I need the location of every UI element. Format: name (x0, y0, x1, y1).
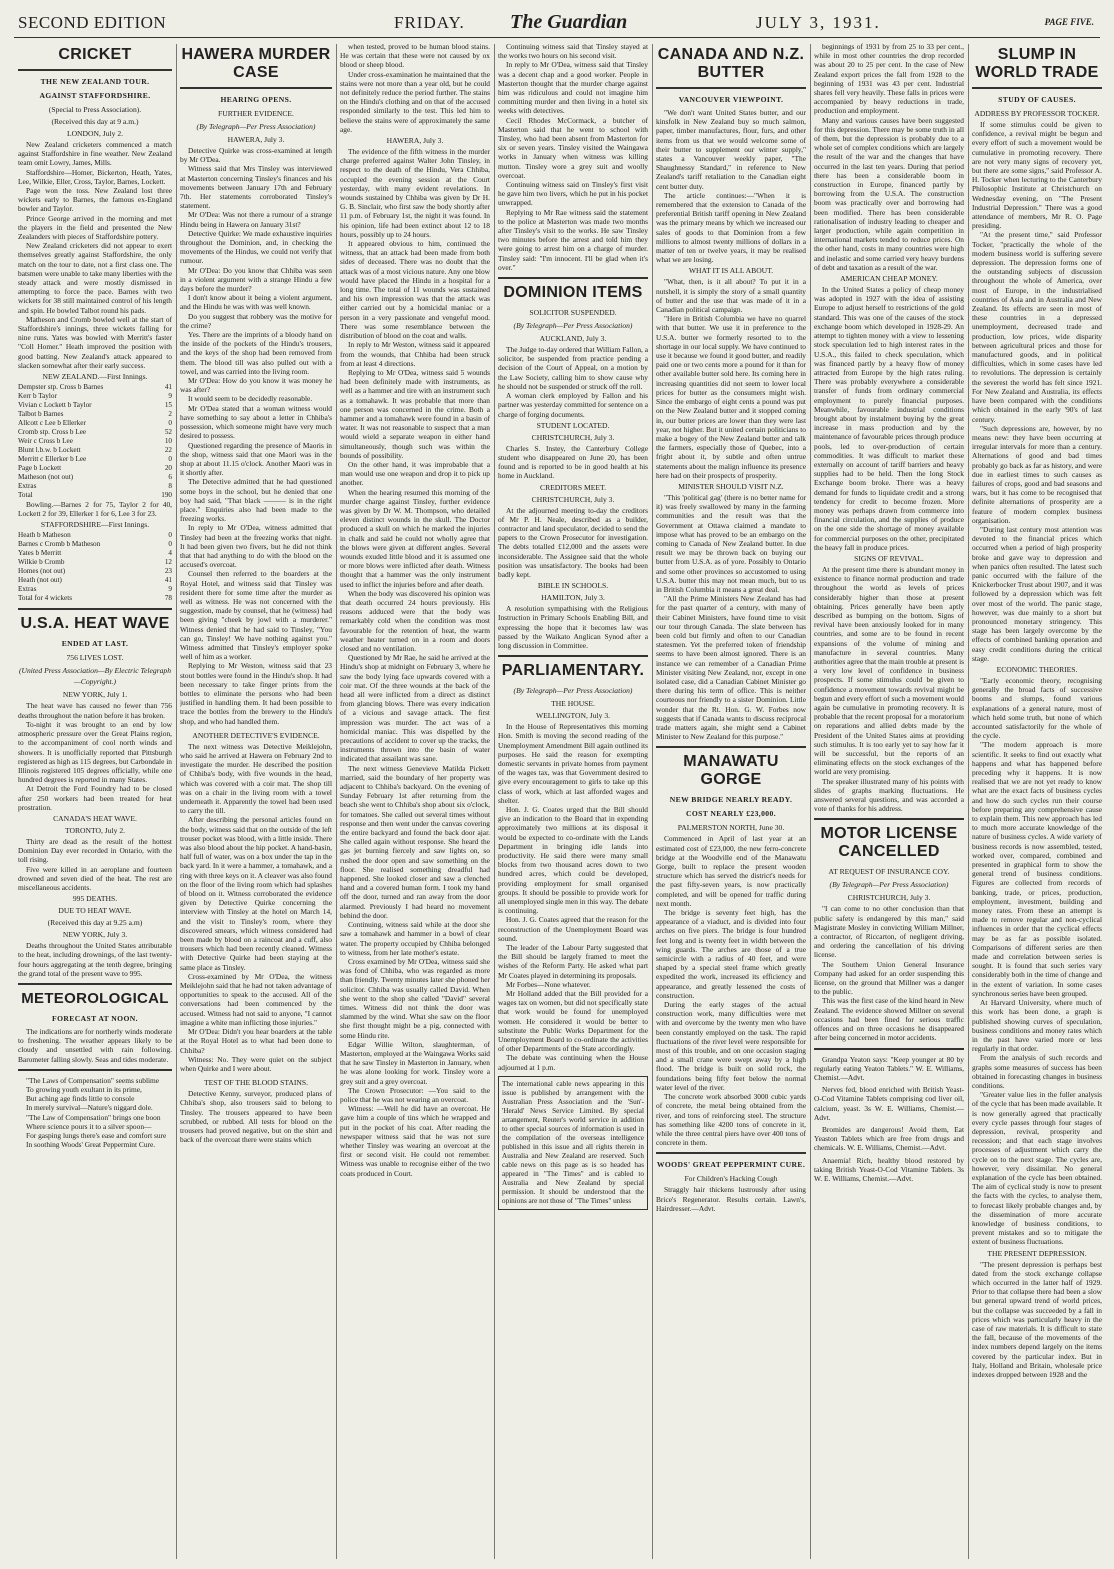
paragraph: "All the Prime Ministers New Zealand has had for the past quarter of a century, with many of their Cabinet Ministers, have found time to visit our tour through Canada. The slate between has been cold but firmly and often to our Canadian statesmen. Yet the preferred token of friendship seems to have been almost ignored. There is an instance we can remember of a Canadian Prime Minister visiting New Zealand, nor, except in one isolated case, did a Canadian Cabinet Minister go there during his term of office. This is neither courteous nor friendly to a sister Dominion. Little wonder that the Rt. Hon. G. W. Forbes now suggests that if Canada wants to discuss reciprocal trade matters again, she might send a Cabinet Minister to New Zealand for this purpose." (656, 594, 806, 742)
paragraph: I don't know about it being a violent argument, and the Hindu he was with was well known. (180, 293, 332, 312)
subhead: THE NEW ZEALAND TOUR. (40, 77, 150, 86)
received-line: (Received this day at 9 a.m.) (51, 117, 139, 126)
paragraph: At the adjourned meeting to-day the creditors of Mr P. H. Neale, described as a builder, contractor and land speculator, decided to send the papers to the Crown Prosecutor for investigation. The debts totalled £12,000 and the assets were inconsiderable. The Assignee said that the whole position was unsatisfactory. The books had been badly kept. (498, 505, 648, 579)
column-1 (18, 42, 172, 1562)
headline-dominion-items: DOMINION ITEMS (503, 284, 643, 302)
column-2 (180, 42, 332, 1562)
paragraph: Detective Quirke was cross-examined at length by Mr O'Dea. (180, 146, 332, 165)
paragraph: beginnings of 1931 by from 25 to 33 per cent., while in most other countries the drop recorded was about 20 to 25 per cent. In the case of New Zealand export prices the fall from 1928 to the beginning of 1931 was 43 per cent. Industrial shares fell very heavily. These falls in prices were accompanied by heavy reductions in trade, production and employment. (814, 42, 964, 116)
column-rule (494, 44, 495, 1559)
paragraph: "Early economic theory, recognising generally the broad facts of successive booms and slumps, found various explanations of a general nature, most of which held some truth, but none of which accounted satisfactorily for the whole of the cycle. (972, 675, 1102, 741)
paragraph: In reply to Mr O'Dea, witness admitted that Tinsley had been at the freezing works that night. It had been given two fivers, but he did not think that that had anything to do with the blood on the accused's overcoat. (180, 523, 332, 570)
dateline: CHRISTCHURCH, July 3. (847, 893, 931, 903)
paragraph: "During last century most attention was devoted to the financial prices which occurred when a period of high prosperity broke and gave way to depression and when panics often resulted. The latest such panic occurred with the failure of the Knickerbocker Trust about 1907, and it was followed by a depression which was felt over most of the world. The panic stage, however, was due mainly to a short but pronounced monetary stringency. This stage has been largely overcome by the effects of combined banking operation and easy credit conditions during the critical stage. (972, 524, 1102, 663)
paragraph: The speaker illustrated many of his points with slides of graphs marking fluctuations. He answered several questions, and was accorded a vote of thanks for his address. (814, 776, 964, 814)
subhead: ADDRESS BY PROFESSOR TOCKER. (974, 109, 1100, 118)
subhead: CREDITORS MEET. (540, 482, 606, 492)
divider (814, 818, 964, 820)
subhead: HEARING OPENS. (220, 95, 292, 104)
dateline: HAWERA, July 3. (386, 136, 444, 146)
paragraph: New Zealand cricketers did not appear to exert themselves greatly against Staffordshire, the only match on the tour to date, not a first class one. The batsmen were unable to take many liberties with the steady attack and were mostly dismissed in attempting to force the pace. Barnes with two wickets for 38 still maintained control of his length and spin. He bowled Talbot round his pads. (18, 241, 172, 315)
subhead: FORECAST AT NOON. (52, 1013, 138, 1023)
headline-canada-butter: CANADA AND N.Z. BUTTER (657, 46, 805, 81)
paragraph: Replying to Mr Weston, witness said that 23 stout bottles were found in the Hindu's shop. It had been necessary to take finger prints from the bottles to eliminate the persons who had been justified in handling them. It had been possible to trace the bottles from the brewery to the Hindu's shop, and who had handled them. (180, 661, 332, 726)
paragraph: The Crown Prosecutor: —You said to the police that he was not wearing an overcoat. (340, 1085, 490, 1104)
edition-label: SECOND EDITION (18, 13, 167, 32)
score-row: Merritt c Ellerker b Lee 0 (18, 455, 172, 464)
subhead: STUDY OF CAUSES. (998, 95, 1076, 104)
paragraph: At the present time there is abundant money in existence to finance normal production and trade throughout the world as levels of prices considerably higher than those at present obtaining. Prices generally have been aptly described as bumping on the bottom. Signs of revival have been anxiously looked for in many countries, and some are to be found in recent expansions of the volume of mining and manufacture in several countries. Many authorities agree that the main trouble at present is a very low level of confidence in business prospects. If some stimulus could be given to confidence a movement towards revival might be begun and every effort of such a movement would again be cumulative in promoting recovery. It is probable that the recent proposal for a moratorium on reparations and allied debts made by the President of the United States aims at providing such stimulus. It is too early yet to say how far it will be successful, but the reports of an eliminating effects on the stock exchanges of the world are very promising. (814, 564, 964, 777)
subhead: TEST OF THE BLOOD STAINS. (204, 1078, 308, 1088)
paragraph: when tested, proved to be human blood stains. He was certain that these were not caused by ox blood or sheep blood. (340, 42, 490, 70)
credit-line: (Special to Press Association). (48, 105, 142, 114)
paragraph: Thirty are dead as the result of the hottest Dominion Day ever recorded in Ontario, with the toll rising. (18, 836, 172, 865)
paragraph: After describing the personal articles found on the body, witness said that on the outside of the left trouser pocket was blood, with a little inside. There was also blood about the hip pocket. A hand-basin, half full of water, was on a box under the tap in the back yard. In it were a hammer, a tomahawk, and a ring with three keys on it. A cleaver was also found on the floor of the living room which had splashes of blood on it. Witness corroborated the evidence given by Detective Quirke concerning the interview with Tinsley at the hotel on March 14, and the visit to Tinsley's room, where they discovered smears, which witness considered had been made by blood on a raincoat and a cuff, also trousers which had been recently cleaned. Witness with Detective Quirke had been staying at the same place as Tinsley. (180, 815, 332, 972)
paragraph: Witness said that Mrs Tinsley was interviewed at Masterton concerning Tinsley's finances and his movements between January 17th and February 7th. Her statements corroborated Tinsley's statement. (180, 164, 332, 211)
divider (18, 983, 172, 985)
paragraph: Replying to Mr Rae witness said the statement to the police at Masterton was made two months after Tinsley's visit to the works. He saw Tinsley two minutes before the arrest and told him they were going to arrest him on a charge of murder. Tinsley said: "I'm innocent. I'll be glad when it's over." (498, 207, 648, 272)
paragraph: "Such depressions are, however, by no means new: they have been occurring at irregular intervals for more than a century. Alternations of good and bad times probably go back as far as history, and were due in earliest times to such causes as failures of crops, good and bad seasons and wars, but it has come to be recognised that definite alternations of prosperity are a feature of modern complex business organisation. (972, 423, 1102, 525)
score-row: Dempster stp. Cross b Barnes 41 (18, 383, 172, 392)
paragraph: Continuing witness said that Tinsley stayed at the works two hours on his second visit. (498, 42, 648, 61)
advert-text: Straggly hair thickens lustrously after using Brice's Regenerator. Results certain. Lawn's, Hairdresser.—Advt. (656, 1185, 806, 1213)
paragraph: "The present depression is perhaps best dated from the stock exchange collapse which occurred in the latter half of 1929. Prior to that collapse there had been a slow but general upward trend of world prices, but the collapse was succeeded by a fall in prices which was particularly heavy in the case of raw materials. It is difficult to state the fall, because of the movements of the index numbers depend largely on the items covered by the particular index. But in Italy, Holland and Britain, wholesale price indexes dropped between 1928 and the (972, 1259, 1102, 1380)
score-row: Vivian c Lockett b Taylor 15 (18, 401, 172, 410)
dateline: CHRISTCHURCH, July 3. (531, 432, 615, 442)
paragraph: In the United States a policy of cheap money was adopted in 1927 with the idea of assisting Europe to adjust herself to restrictions of the gold standard. This was one of the causes of the stock exchange boom which developed in 1928-29. An attempt to tighten money with a view to lessening stock speculation led to high interest rates in the U.S.A., this failed to check speculation, which was financed partly by a heavy flow of money attracted from Europe by the high rates ruling. There was probably everywhere a considerable transfer of funds from ordinary commercial employment to purely financial purposes. Meanwhile, favourable industrial conditions brought about by instalment buying by the great increase in mass production and by the maintenance of favourable prices through produce pools, led to over-production of certain commodities. It was difficult to market these externally on account of tariff barriers and heavy supplies had to be held. Then the long Stock Exchange boom broke. There was a heavy demand for funds to liquidate credit and a strong tendency for credit to become frozen. More money was perhaps drawn from commerce into financial circulation, and the supplies of produce on the one side the shortage of money available for commercial purposes on the other, precipitated the heavy fall in produce prices. (814, 285, 964, 552)
divider (18, 608, 172, 610)
column-7 (972, 42, 1102, 1562)
paragraph: Witness: —Well he did have an overcoat. He gave him a couple of tins which he wrapped and put in the pocket of his coat. After reading the newspaper witness said that he was not sure whether Tinsley was wearing an overcoat at the first or second visit. He could not remember. Witness was unable to recognise either of the two coats produced in Court. (340, 1104, 490, 1178)
paper-name: The Guardian (510, 11, 628, 33)
paragraph: Mr O'Dea: How do you know it was money he was after? (180, 376, 332, 395)
paragraph: Detective Kenny, surveyor, produced plans of Chhiba's shop, also trousers said to belong to Tinsley. The trousers appeared to have been scrubbed, or rubbed. All tests for blood on the trousers had proved negative, but on the shirt and back of the overcoat there were stains which (180, 1089, 332, 1145)
subhead: ECONOMIC THEORIES. (996, 664, 1078, 674)
score-row: Heath b Matheson 0 (18, 531, 172, 540)
paragraph: The next witness was Detective Meiklejohn, who said he arrived at Hawera on February 2nd to investigate the murder. He described the position of Chhiba's body, with five wounds in the head, which was covered with a coir mat. The shop till was on a chair in the living room with a towel underneath it. Apparently the towel had been used to carry the till. (180, 741, 332, 816)
paragraph: Deaths throughout the United States attributable to the heat, including drownings, of the last twenty-four hours aggregating at the tenth degree, bringing the grand total of the present wave to 995. (18, 941, 172, 978)
credit-line: (By Telegraph—Per Press Association) (513, 321, 633, 331)
score-row: Talbot b Barnes 2 (18, 410, 172, 419)
paragraph: Counsel then referred to the boarders at the Royal Hotel, and witness said that Tinsley was resident there for some time after the murder as well as witness. He was not concerned with the suggestion, made by counsel, that he (witness) had been giving "cheek by jowl with a murderer." Witness denied that he had said to Tinsley, "You can go, Tinsley! We have nothing against you." Witness admitted that Tinsley's employer spoke well of him as a worker. (180, 569, 332, 662)
advert-subheading: For Children's Hacking Cough (684, 1174, 778, 1184)
score-row: Homes (not out) 23 (18, 567, 172, 576)
paragraph: From the analysis of such records and graphs some measures of success has been obtained in forecasting changes in business conditions. (972, 1053, 1102, 1090)
scorecard-heading: NEW ZEALAND.—First Innings. (42, 372, 148, 382)
paragraph: It would seem to be decidedly reasonable. (188, 394, 313, 404)
score-total: Total for 4 wickets 78 (18, 594, 172, 603)
column-5 (656, 42, 806, 1562)
paragraph: Questioned regarding the presence of Maoris in the shop, witness said that one Maori was in the shop at about 11.15 o'clock. Another Maori was in it shortly after. (180, 440, 332, 478)
column-4 (498, 42, 648, 1562)
subhead: COST NEARLY £23,000. (685, 809, 776, 819)
paragraph: Under cross-examination he maintained that the stains were not more than a year old, but he could not definitely reduce the period further. The stains on the Hindu's clothing and on that of the accused responded similarly to the test. This led him to believe the stains were of approximately the same age. (340, 69, 490, 134)
column-rule (968, 44, 969, 1559)
dateline: NEW YORK, July 1. (62, 690, 128, 700)
poem-line: In soothing Woods' Great Peppermint Cure. (26, 1140, 156, 1150)
paragraph: Staffordshire—Homer, Bickerton, Heath, Yates, Lee, Wilkie, Eller, Cross, Taylor, Barnes, Lockett. (18, 167, 172, 186)
credit-line: (By Telegraph—Per Press Association) (513, 686, 633, 696)
divider (656, 87, 806, 89)
paragraph: The bridge is seventy feet high, has the appearance of a viaduct, and is divided into four arches on five piers. The bridge is four hundred feet long and is twenty feet in width between the wing guards. The arches are those of a true semicircle with a radius of 40 feet, and were shaped by a special steel frame which greatly expedited the work, increased its efficiency and appearance, and greatly lessened the costs of construction. (656, 908, 806, 1000)
paragraph: Cross examined by Mr O'Dea, witness said she was fond of Chhiba, who was regarded as more than friendly. Twenty minutes later she phoned her solicitor. Chhiba was usually called David. When she went to the shop she called "David" several times. Witness did not think the door was slammed by the wind. What she saw on the floor she first thought might be a pig, connected with some Hindu rite. (340, 956, 490, 1040)
paragraph: Continuing, witness said while at the door she saw a tomahawk and hammer in a bowl of clear water. The property occupied by Chhiba belonged to witness, from her late mother's estate. (340, 920, 490, 957)
paragraph: In reply to Mr O'Dea, witness said that Tinsley was a decent chap and a good worker. People in Masterton thought that the murder charge against him was ridiculous and could not imagine him committing murder and then living in a hotel six weeks with detectives. (498, 60, 648, 116)
headline-meteorological: METEOROLOGICAL (21, 989, 169, 1007)
score-row: Blunt l.b.w. b Lockett 22 (18, 446, 172, 455)
paragraph: The Judge to-day ordered that William Fallon, a solicitor, be suspended from practice pending a decision of the Court of Appeal, on a motion by the Law Society, calling him to show cause why he should not be suspended or struck off the roll. (498, 345, 648, 391)
paragraph: "I can come to no other conclusion than that public safety is endangered by this man," said Magistrate Mosley in convicting William Millner, a contractor, of Riccarton, of negligent driving, and ordering the cancellation of his driving license. (814, 904, 964, 960)
paragraph: Mr O'Dea stated that a woman witness would have something to say about a letter in Chhiba's possession, which someone might have very much desired to possess. (180, 403, 332, 441)
day-label: FRIDAY. (394, 13, 465, 32)
score-row: Heath (not out) 41 (18, 576, 172, 585)
dateline: LONDON, July 2. (66, 129, 124, 138)
subhead: AT REQUEST OF INSURANCE COY. (828, 867, 950, 877)
paragraph: Mr O'Dea: Was not there a rumour of a strange Hindu being in Hawera on January 31st? (180, 210, 332, 229)
paragraph: At Harvard University, where much of this work has been done, a graph is published showing curves of speculation, business conditions and money rates which in the past have varied more or less regularly in that order. (972, 998, 1102, 1054)
headline-motor-license: MOTOR LICENSE CANCELLED (820, 825, 958, 861)
cable-notice: The international cable news appearing in this issue is published by arrangement with the Australian Press Association and the 'Sun'-'Herald' News Service Limited. By special arrangement, Reuter's world service in addition to other special sources of information is used in the compilation of the overseas intelligence published in this issue and all rights therein in Australia and New Zealand are reserved. Such cable news on this page as is so headed has appeared in "The Times" and is cabled to Australia and New Zealand by special permission. It should be understood that the opinions are not those of "The Times" unless (498, 1076, 648, 1210)
credit-line: (By Telegraph—Per Press Association) (196, 122, 316, 131)
score-row: Extras 8 (18, 482, 172, 491)
subhead: SIGNS OF REVIVAL. (854, 553, 924, 563)
scorecard-heading: STAFFORDSHIRE—First Innings. (40, 520, 150, 530)
score-row: Page b Lockett 20 (18, 464, 172, 473)
paragraph: At Detroit the Ford Foundry had to be closed after 250 workers had been treated for heat prostration. (18, 784, 172, 812)
paragraph: When the body was discovered his opinion was that death occurred 24 hours previously. His reasons adduced were that the body was remarkably cold when the condition was most favourable for the retention of heat, the warm weather heater turned on in a room and doors closed and no ventilation. (340, 588, 490, 653)
dateline: HAWERA, July 3. (227, 135, 285, 144)
score-row: Kerr b Taylor 9 (18, 392, 172, 401)
poem-line: Where science pours it to a silver spoon— (26, 1121, 152, 1131)
subhead: THE HOUSE. (551, 699, 595, 709)
subhead: BIBLE IN SCHOOLS. (537, 581, 609, 591)
paragraph: The Detective admitted that he had questioned some boys in the school, but he denied that one boy had said, "That black ——— is in the right place." Enquiries also had been made to the freezing works. (180, 477, 332, 524)
subhead: 995 DEATHS. (72, 894, 118, 904)
paragraph: It appeared obvious to him, continued the witness, that an attack had been made from both sides of deceased. There was no doubt that the attack was of a most vicious nature. Any one blow would have placed the Hindu in a hospital for a long time. The total of 11 wounds was sustained and his own impression was that the attack was either carried out by a homicidal maniac or a person in a very passionate and vengeful mood. There was some resemblance between the distribution of blood on the coat and walls. (340, 239, 490, 341)
dateline: AUCKLAND, July 3. (539, 334, 607, 344)
divider (180, 87, 332, 89)
scorecard-nz (18, 383, 172, 500)
subhead: CANADA'S HEAT WAVE. (53, 813, 137, 823)
paragraph: To-night it was brought to an end by low atmospheric pressure over the Great Plains region, to the accompaniment of cool north winds and showers. It is unofficially reported that Pittsburgh registered as high as 115 degrees, but Carbondale in Illinois registered 105 degrees officially, while one hundred degrees is reported in many States. (18, 719, 172, 785)
paragraph: Witness: No. They were quiet on the subject when Quirke and I were about. (180, 1054, 332, 1073)
poem-line: But aching age finds little to console (26, 1094, 135, 1104)
score-row: Matheson (not out) 6 (18, 473, 172, 482)
poem-line: "The Laws of Compensation" seems sublime (26, 1075, 160, 1085)
received-line: (Received this day at 9.25 a.m) (47, 918, 143, 928)
subhead: DUE TO HEAT WAVE. (58, 906, 132, 916)
dateline: NEW YORK, July 3. (62, 930, 128, 940)
poem-line: To growing youth exultant in its prime, (26, 1084, 142, 1094)
paragraph: The debate was continuing when the House adjourned at 1 p.m. (498, 1053, 648, 1072)
subhead: SOLICITOR SUSPENDED. (529, 308, 617, 318)
headline-cricket: CRICKET (58, 46, 132, 63)
paragraph: The heat wave has caused no fewer than 756 deaths throughout the nation before it has broken. (18, 701, 172, 720)
headline-manawatu-gorge: MANAWATU GORGE (683, 753, 779, 789)
advert-text: Grandpa Yeaton says: "Keep younger at 80 by regularly eating Yeaton Tablets." W. E. Williams, Chemist.—Advt. (814, 1054, 964, 1082)
dateline: TORONTO, July 2. (64, 825, 126, 835)
paragraph: If some stimulus could be given to confidence, a revival might be begun and every effort of such a movement would be cumulative in promoting recovery. There are not very many signs of recovery yet, but there are some signs," said Professor A. H. Tocker when lecturing to the Canterbury Philosophic Institute at Christchurch on Wednesday evening, on "The Present Industrial Depression." There was a good attendance of members, Mr R. O. Page presiding. (972, 120, 1102, 231)
divider (498, 655, 648, 657)
subhead: MINISTER SHOULD VISIT N.Z. (678, 481, 784, 491)
score-row: Allcott c Lee b Ellerker 0 (18, 419, 172, 428)
subhead: WHAT IT IS ALL ABOUT. (688, 266, 774, 276)
subhead: AMERICAN CHEAP MONEY. (840, 274, 938, 284)
paragraph: Page won the toss. New Zealand lost three wickets early to Barnes, the famous ex-England bowler and Taylor. (18, 186, 172, 214)
score-row: Extras 9 (18, 585, 172, 594)
paragraph: "At the present time," said Professor Tocker, "practically the whole of the modern business world is suffering severe depression. The depression forms one of the outstanding subjects of discussion throughout the whole of America, over most of Europe, in the industrialised countries of Asia and in Australia and New Zealand. Its effects are seen in most of these countries in a depressed unemployment, decreased trade and production, low prices, wide disparity between agricultural prices and those for manufactured goods, and in political difficulties, which in some cases have led to revolutions. The depression is certainly the severest the world has felt since 1921. For New Zealand and Australia, its effects have been compared with the conditions which obtained in the early '90's of last century. (972, 230, 1102, 424)
paragraph: The evidence of the fifth witness in the murder charge preferred against Walter John Tinsley, in respect to the death of the Hindu, Vera Chhiba, occupied the evening session at the Court yesterday, with many evident revelations. In wounds sustained by Chhiba was given by Dr H. G. B. Sinclair, who first saw the body shortly after 11 p.m. of February 1st, the night it was found. In his opinion, life had been extinct about 12 to 18 hours, possibly up to 24 hours. (340, 147, 490, 239)
column-3 (340, 42, 490, 1562)
paragraph: Questioned by Mr Rae, he said he arrived at the Hindu's shop at midnight on February 3, where he saw the body lying face upwards covered with a coir mat. Of the three wounds at the back of the head all were inflicted from a direct as distinct from glancing blows. There was every indication of a vicious and savage attack. The first impression was murder. The act was of a homicidal maniac. This was dispelled by the precautions of accident to cover up the tracks, the instruments thrown into the basin of water indicated that assailant was sane. (340, 653, 490, 764)
paragraph: Matheson and Cromb bowled well at the start of Staffordshire's innings, three wickets falling for nine runs. Yates was bowled with Merritt's faster "Coll Homer." Heath improved the position with good batting. New Zealand's attack appeared to slacken somewhat after their early success. (18, 314, 172, 370)
paragraph: During the early stages of the actual construction work, many difficulties were met with and overcome by the twenty men who have been constantly employed on the task. The rapid fluctuations of the river level were responsible for most of this trouble, and on one occasion staging and a small crane were swept away by a high flood. The bridge is built on solid rock, the foundations being fifty feet below the normal water level of the river. (656, 1000, 806, 1092)
paragraph: This was the first case of the kind heard in New Zealand. The evidence showed Millner on several occasions had been fined for serious traffic offences and on three occasions he disappeared after being concerned in motor accidents. (814, 996, 964, 1043)
paragraph: Many and various causes have been suggested for this depression. There may be some truth in all of them, but the depression is probably due to a whole set of complex conditions which are largely the result of the war and the changes that have occurred in the last ten years. During that period there has been a considerable boom in construction in Europe, financed partly by borrowing from the U.S.A. The construction boom was practically over and borrowing had been modified. There has been considerable rationalisation of industry leading to cheaper and larger production, while again competition in international markets tended to reduce prices. On the other hand, costs in many countries were high and inelastic and some carried very heavy burdens of debt and taxation as a result of the war. (814, 115, 964, 272)
paragraph: Mr Holland added that the Bill provided for a wages tax on women, but did not specifically state that work would be found for unemployed women. He considered it would be better to substitute the Public Works Department for the Unemployment Board to co-ordinate the activities of other Departments of the State accordingly. (498, 989, 648, 1054)
paragraph: Hon. J. G. Coates urged that the Bill should give an indication to the Board that in expending approximately two millions at its disposal it would be expected to co-ordinate with the Lands Department in bringing idle lands into productivity. He said there were many small blocks from two thousand acres down to two hundred acres, which could be developed, providing employment for small organised groups. It should be possible to provide work for all unemployed single men in this way. The debate is continuing. (498, 804, 648, 916)
paragraph: Mr O'Dea: Didn't you hear boarders at the table at the Royal Hotel as to what had been done to Chhiba? (180, 1027, 332, 1055)
paragraph: Mr Forbes—None whatever. (506, 979, 591, 989)
subhead: THE PRESENT DEPRESSION. (987, 1248, 1087, 1258)
column-rule (176, 44, 177, 1559)
subhead: ANOTHER DETECTIVE'S EVIDENCE. (192, 730, 320, 740)
paragraph: "Here in British Columbia we have no quarrel with that butter. We use it in preference to the U.S.A. butter we formerly resorted to to the shortage in our local supply. We have continued to use it because we found it good butter, and readily paid one or two cents more a pound for it than for other available butter sold here. Its coming here in increasing quantities did not seem to lower local prices for butter as the consumers might wish. Since the embargo of eight cents a pound was put on the New Zealand butter and it stopped coming in, our butter prices are lower than they were last year, not higher. But it united certain politicians to make a bogey of the New Zealand butter and talk the farmers, especially those of Quebec, into a fright about it, by subtle and often untrue statements about the malign influence its presence here had on their prospects of prosperity. (656, 314, 806, 480)
paragraph: Cross-examined by Mr O'Dea, the witness Meiklejohn said that he had not taken advantage of opportunities to speak to the accused. All of the conversations had been commenced by the accused. Witness had not said to anyone, "I cannot imagine a white man inflicting those injuries." (180, 971, 332, 1027)
subhead: 756 LIVES LOST. (66, 653, 124, 663)
paragraph: The Southern Union General Insurance Company had asked for an order suspending this license, on the ground that Millner was a danger to the public. (814, 959, 964, 997)
subhead: VANCOUVER VIEWPOINT. (678, 95, 784, 104)
paragraph: The concrete work absorbed 3000 cubic yards of concrete, the metal being obtained from the river, and tons of reinforcing steel. The structure has something like 4200 tons of concrete in it, while the three central piers have over 400 tons of concrete in them. (656, 1092, 806, 1148)
score-row: Wilkie b Cromb 12 (18, 558, 172, 567)
score-row: Cromb stp. Cross b Lee 52 (18, 428, 172, 437)
paragraph: Continuing witness said on Tinsley's first visit he gave him two livers, which he put in his pocket unwrapped. (498, 180, 648, 208)
poem-line: In merely survival—Nature's niggard dole. (26, 1103, 153, 1113)
paragraph: New Zealand cricketers commenced a match against Staffordshire in fine weather. New Zealand team omit Lowry, James, Mills. (18, 140, 172, 168)
credit-line: (United Press Association—By Electric Telegraph—Copyright.) (19, 666, 171, 687)
subhead: FURTHER EVIDENCE. (218, 109, 294, 118)
paragraph: "What, then, is it all about? To put it in a nutshell, it is simply the story of a small quantity of butter and the use that was made of it in a Canadian political campaign. (656, 277, 806, 315)
paragraph: Edgar Willie Wilton, slaughterman, of Masterton, employed at the Waingawa Works said that he saw Tinsley in Masterton in January, when he was alone looking for work. Tinsley wore a grey suit and a grey overcoat. (340, 1039, 490, 1086)
advert-text: Anaemia! Rich, healthy blood restored by taking British Yeast-O-Cod Vitamine Tablets. 3s W. E. Williams, Chemist.—Advt. (814, 1155, 964, 1183)
column-rule (810, 44, 811, 1559)
paragraph: In the House of Representatives this morning Hon. Smith is moving the second reading of the Unemployment Amendment Bill again outlined its purposes. He said the reason for exempting domestic servants in private homes from payment of the wages tax, was that Government desired to give every encouragement to girls to take up this class of work, which at last afforded wages and shelter. (498, 722, 648, 805)
paragraph: Do you suggest that robbery was the motive for the crime? (180, 311, 332, 330)
divider (656, 746, 806, 748)
paragraph: The article continues:—"When it is remembered that the extension to Canada of the preferential British tariff opening in New Zealand was the primary means by which we increased our sales of goods to that Dominion from a few millions to almost twenty millions of dollars in a matter of ten or twelve years, it may be realised what we are losing. (656, 190, 806, 265)
divider (18, 1069, 172, 1071)
paragraph: In reply to Mr Weston, witness said it appeared from the wounds, that Chhiba had been struck from at least 4 directions. (340, 340, 490, 368)
paragraph: Cecil Rhodes McCormack, a butcher of Masterton said that he went to school with Tinsley, who had been absent from Masterton for six or seven years. Tinsley visited the Waingawa works in January when witness was killing mutton. Tinsley wore a grey suit and woolly overcoat. (498, 115, 648, 180)
paragraph: Detective Quirke: We made exhaustive inquiries throughout the Dominion, and, in checking the movements of the Hindus, we could not verify that rumour. (180, 228, 332, 266)
paragraph: "We don't want United States butter, and our kinsfolk in New Zealand buy so much salmon, paper, timber manufactures, flour, furs, and other items from us that we would welcome some of their butter to supplement our winter supply," states a Vancouver weekly paper, "The Shaughnessy Standard," in reference to New Zealand's tariff retaliation to the Canadian eight cent butter duty. (656, 108, 806, 191)
paragraph: Hon. J. G. Coates agreed that the reason for the reconstruction of the Unemployment Board was sound. (498, 915, 648, 943)
divider (972, 87, 1102, 89)
column-6 (814, 42, 964, 1562)
paragraph: On the other hand, it was improbable that a man would use one weapon and drop it to pick up another. (340, 459, 490, 488)
paragraph: Mr O'Dea: Do you know that Chhiba was seen in a violent argument with a strange Hindu a few days before the murder? (180, 265, 332, 294)
subhead: AGAINST STAFFORDSHIRE. (39, 91, 151, 100)
paragraph: Commenced in April of last year at an estimated cost of £23,000, the new ferro-concrete bridge at the Woodville end of the Manawatu Gorge, built to replace the present wooden structure which has served the district's needs for the past fifty-seven years, is now practically completed, and will be opened for traffic during next month. (656, 834, 806, 908)
bowling-figures: Bowling.—Barnes 2 for 75, Taylor 2 for 40, Lockett 2 for 39, Ellerker 1 for 6, Lee 3 for 23. (18, 500, 172, 519)
paragraph: Replying to Mr O'Dea, witness said 5 wounds had been definitely made with instruments, as well as a hammer and tire with an instrument such as a tomahawk. It was probable that more than one person was concerned in the crime. Both a hammer and a tomahawk were found in a basin of water. It was not reasonable to suspect that a man would wield a separate weapon in either hand simultaneously, though such was within the bounds of possibility. (340, 367, 490, 460)
score-row: Barnes c Cromb b Matheson 0 (18, 540, 172, 549)
paragraph: A woman clerk employed by Fallon and his partner was yesterday committed for sentence on a charge of forging documents. (498, 391, 648, 419)
paragraph: Yes. There are the imprints of a bloody hand on the inside of the pockets of the Hindu's trousers, and the keys of the shop had been removed from them. The blood till was also pulled out with a towel, and was carried into the living room. (180, 330, 332, 376)
paragraph: The next witness Genevieve Matilda Pickett married, said the boundary of her property was adjacent to Chhiba's backyard. On the evening of Sunday February 1st after returning from the beach she went to Chhiba's shop about six o'clock, for tomatoes. She called out several times without response and then went under the canvas covering the entire backyard and found the back door ajar. She called again without response. She heard the gas jet burning fiercely and saw lights on, so rushed the door open and saw something on the floor. She realised something dreadful had happened. She looked closer and saw a clenched hand and a covered human form. I took my hand off the door, turned and ran away from the door alarmed. Previously I had heard no movement behind the door. (340, 763, 490, 920)
paragraph: Prince George arrived in the morning and met the players in the field and presented the New Zealanders with pieces of Staffordshire pottery. (18, 213, 172, 242)
headline-parliamentary: PARLIAMENTARY. (501, 662, 645, 680)
paragraph: Charles S. Instey, the Canterbury College student who disappeared on June 20, has been found and is reported to be in good health at his home in Auckland. (498, 443, 648, 481)
paragraph: "Greater value lies in the fuller analysis of the cycle that has been made available. It is now generally agreed that practically every cycle passes through four stages of depression, revival, prosperity and recession; and that each stage involves processes of adjustment which carry the cycle on to the next stage. The cycles are, however, very dissimilar. No general explanation of the cycle has been obtained. The aim of cyclical study is now to present the facts with the cycles, to analyse them, to forecast likely probable changes and, by the dissemination of more accurate knowledge of business conditions, to prevent mistakes and so to mitigate the extent of business fluctuations. (972, 1090, 1102, 1247)
paragraph: "This 'political gag' (there is no better name for it) was freely swallowed by many in the farming communities and the result was that the Government at Ottawa claimed a mandate to impose what has proved to be an embargo on the coming to Canada of New Zealand butter. In due result we may be thrown back on buying our butter from U.S.A. as of yore. Possibly to Ontario and some other provinces so accustomed to using U.S.A. butter this may not mean much, but to us in British Columbia it means a great deal. (656, 492, 806, 594)
divider (814, 1048, 964, 1050)
advert-text: Bromides are dangerous! Avoid them, Eat Yeaston Tablets which are free from drugs and chemicals. W. E. Williams, Chemist.—Advt. (814, 1124, 964, 1153)
advert-heading: WOODS' GREAT PEPPERMINT CURE. (656, 1160, 806, 1170)
paragraph: "The modern approach is more scientific. It seeks to find out exactly what happens and what has happened before preceding why it happens. It is now realised that we are not yet ready to know what are the exact facts of business cycles and how do such cycles run their course before preparing any comprehensive cause to explain them. This new approach has led to much more accurate knowledge of the nature of business cycles. A wide variety of business records is now assembled, tested, worked over, compared, combined and presented in graphical form to show the general trend of business conditions. Figures are collected from records of banking, trade, or prices, production, employment, investment, building and money rates. From these an attempt is made to remove regular and non-cyclical influences in order that the cyclical effects may be as far as possible isolated. Comparisons of different series are then made and correlation between series is sought. It is found that such series vary considerably both in the time of change and in the extent of variation. In some cases synchronous series have been grouped. (972, 740, 1102, 998)
headline-slump-world-trade: SLUMP IN WORLD TRADE (975, 46, 1099, 81)
date-label: JULY 3, 1931. (756, 13, 881, 32)
paragraph: A resolution sympathising with the Religious Instruction in Primary Schools Enabling Bill, and expressing the hope that it becomes law was passed by the Waikato Anglican Synod after a long discussion in Committee. (498, 604, 648, 650)
paragraph: Five were killed in an aeroplane and fourteen drowned and seven died of the heat. The rest are miscellaneous accidents. (18, 864, 172, 892)
subhead: ENDED AT LAST. (61, 639, 129, 649)
divider (18, 69, 172, 71)
paragraph: The leader of the Labour Party suggested that the Bill should be largely framed to meet the wishes of the Reform Party. He asked what part Mr Coates played in determining its proposals. (498, 943, 648, 980)
masthead (14, 10, 1100, 38)
score-row: Weir c Cross b Lee 10 (18, 437, 172, 446)
subhead: STUDENT LOCATED. (536, 420, 610, 430)
credit-line: (By Telegraph—Per Press Association) (829, 880, 949, 890)
score-total: Total 190 (18, 491, 172, 500)
poem-line: "The Law of Compensation" brings one boon (26, 1112, 161, 1122)
paragraph: When the hearing resumed this morning of the murder charge against Tinsley, further evidence was given by Dr W. M. Thompson, who detailed eleven distinct wounds in the skull. The Doctor produced a skull on which he marked the injuries in chalk and said he could not wholly agree that the blows were given at different angles. Several wounds exuded little blood and it is assumed one or more blows were inflicted after death. Witness thought that a hammer was the only instrument used to inflict the injuries before and after death. (340, 487, 490, 589)
scorecard-staffs (18, 531, 172, 603)
headline-heat-wave: U.S.A. HEAT WAVE (20, 615, 170, 633)
headline-hawera: HAWERA MURDER CASE (181, 46, 331, 81)
advert-text: Nerves fed, blood enriched with British Yeast-O-Cod Vitamine Tablets comprising cod liver oil, calcium, yeast. 3s W. E. Williams, Chemist.—Advt. (814, 1085, 964, 1122)
dateline: CHRISTCHURCH, July 3. (531, 494, 615, 504)
poem-line: For gasping lungs there's ease and comfort sure (26, 1130, 167, 1140)
divider (498, 277, 648, 279)
dateline: HAMILTON, July 3. (541, 593, 605, 603)
score-row: Yates b Merritt 4 (18, 549, 172, 558)
column-rule (652, 44, 653, 1559)
paragraph: The indications are for northerly winds moderate to freshening. The weather appears likely to be cloudy and unsettled with rain following. Barometer falling slowly. Seas and tides moderate. (18, 1026, 172, 1064)
subhead: NEW BRIDGE NEARLY READY. (669, 795, 793, 805)
page-label: PAGE FIVE. (1044, 17, 1094, 27)
dateline: PALMERSTON NORTH, June 30. (677, 823, 785, 833)
dateline: WELLINGTON, July 3. (535, 711, 611, 721)
column-rule (336, 44, 337, 1559)
divider (656, 1152, 806, 1154)
